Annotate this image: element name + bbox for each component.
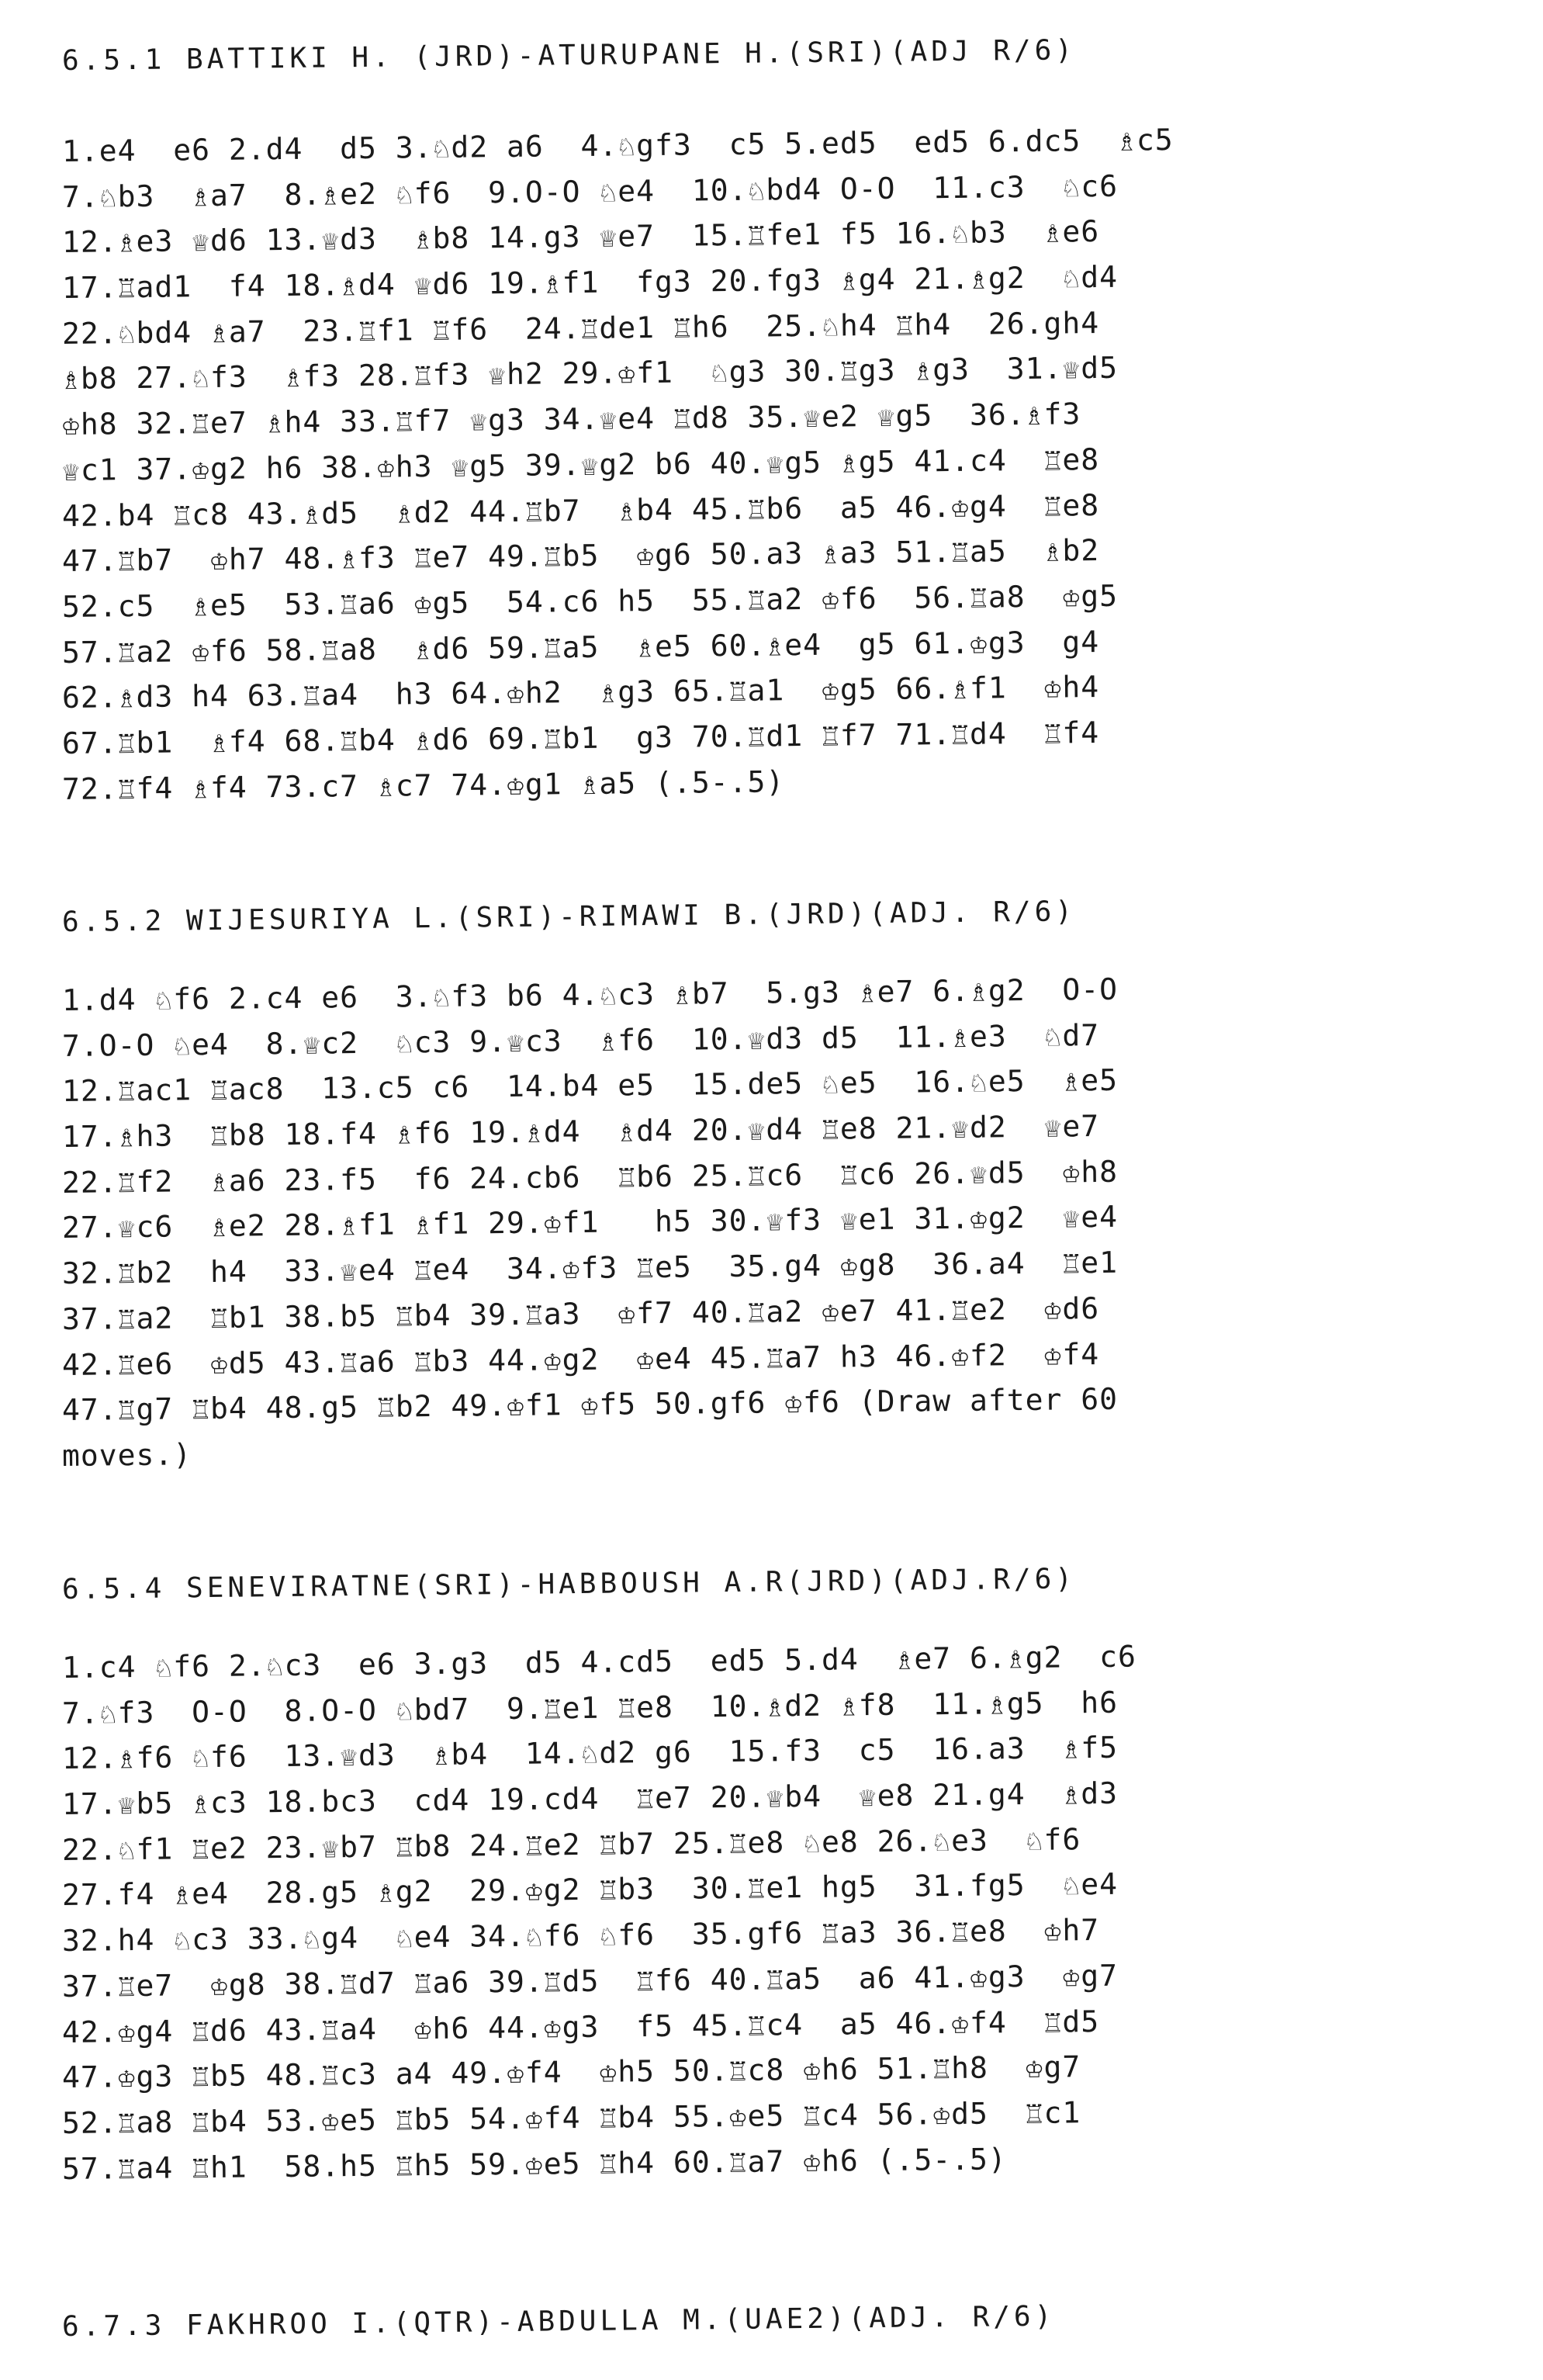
game-2-line: 22.♖f2 ♗a6 23.f5 f6 24.cb6 ♖b6 25.♖c6 ♖c6 26.♕d5 ♔h8 bbox=[61, 1154, 1119, 1200]
game-3-line: 37.♖e7 ♔g8 38.♖d7 ♖a6 39.♖d5 ♖f6 40.♖a5 a6 41.♔g3 ♔g7 bbox=[61, 1958, 1119, 2004]
game-3-moves bbox=[61, 1639, 1443, 2191]
game-3-line: 57.♖a4 ♖h1 58.h5 ♖h5 59.♔e5 ♖h4 60.♖a7 ♔h6 (.5-.5) bbox=[61, 2141, 1007, 2186]
game-1-line: 57.♖a2 ♔f6 58.♖a8 ♗d6 59.♖a5 ♗e5 60.♗e4 g5 61.♔g3 g4 bbox=[61, 624, 1100, 670]
game-2-line: 12.♖ac1 ♖ac8 13.c5 c6 14.b4 e5 15.de5 ♘e5 16.♘e5 ♗e5 bbox=[61, 1063, 1119, 1109]
game-2-moves bbox=[61, 972, 1443, 1479]
game-1-heading: 6.5.1 BATTIKI H. (JRD)-ATURUPANE H.(SRI)(ADJ R/6) bbox=[61, 34, 1077, 77]
game-3-line: 42.♔g4 ♖d6 43.♖a4 ♔h6 44.♔g3 f5 45.♖c4 a5 46.♔f4 ♖d5 bbox=[61, 2004, 1100, 2049]
game-3-line: 32.h4 ♘c3 33.♘g4 ♘e4 34.♘f6 ♘f6 35.gf6 ♖a3 36.♖e8 ♔h7 bbox=[61, 1913, 1100, 1959]
game-3-line: 22.♘f1 ♖e2 23.♕b7 ♖b8 24.♖e2 ♖b7 25.♖e8 ♘e8 26.♘e3 ♘f6 bbox=[61, 1821, 1081, 1867]
game-2-heading: 6.5.2 WIJESURIYA L.(SRI)-RIMAWI B.(JRD)(ADJ. R/6) bbox=[61, 896, 1077, 938]
game-3-line: 7.♘f3 O-O 8.O-O ♘bd7 9.♖e1 ♖e8 10.♗d2 ♗f8 11.♗g5 h6 bbox=[61, 1685, 1119, 1730]
game-2-line: 47.♖g7 ♖b4 48.g5 ♖b2 49.♔f1 ♔f5 50.gf6 ♔f6 (Draw after 60 bbox=[61, 1381, 1119, 1428]
game-1-line: 12.♗e3 ♕d6 13.♕d3 ♗b8 14.g3 ♕e7 15.♖fe1 f5 16.♘b3 ♗e6 bbox=[61, 214, 1100, 260]
game-2-line: 27.♕c6 ♗e2 28.♗f1 ♗f1 29.♔f1 h5 30.♕f3 ♕e1 31.♔g2 ♕e4 bbox=[61, 1200, 1119, 1245]
game-3-line: 52.♖a8 ♖b4 53.♔e5 ♖b5 54.♔f4 ♖b4 55.♔e5 ♖c4 56.♔d5 ♖c1 bbox=[61, 2095, 1081, 2140]
game-3-line: 12.♗f6 ♘f6 13.♕d3 ♗b4 14.♘d2 g6 15.f3 c5 16.a3 ♗f5 bbox=[61, 1730, 1119, 1776]
game-1-line: 62.♗d3 h4 63.♖a4 h3 64.♔h2 ♗g3 65.♖a1 ♔g5 66.♗f1 ♔h4 bbox=[61, 670, 1100, 715]
game-4-heading: 6.7.3 FAKHROO I.(QTR)-ABDULLA M.(UAE2)(ADJ. R/6) bbox=[61, 2300, 1056, 2343]
game-1-line: ♔h8 32.♖e7 ♗h4 33.♖f7 ♕g3 34.♕e4 ♖d8 35.♕e2 ♕g5 36.♗f3 bbox=[61, 397, 1081, 442]
game-1-line: 17.♖ad1 f4 18.♗d4 ♕d6 19.♗f1 fg3 20.fg3 ♗g4 21.♗g2 ♘d4 bbox=[61, 259, 1119, 306]
game-1-line: 22.♘bd4 ♗a7 23.♖f1 ♖f6 24.♖de1 ♖h6 25.♘h4 ♖h4 26.gh4 bbox=[61, 305, 1100, 351]
game-3-line: 1.c4 ♘f6 2.♘c3 e6 3.g3 d5 4.cd5 ed5 5.d4 ♗e7 6.♗g2 c6 bbox=[61, 1639, 1137, 1685]
game-2-line: 17.♗h3 ♖b8 18.f4 ♗f6 19.♗d4 ♗d4 20.♕d4 ♖e8 21.♕d2 ♕e7 bbox=[61, 1109, 1100, 1155]
game-1-line: 72.♖f4 ♗f4 73.c7 ♗c7 74.♔g1 ♗a5 (.5-.5) bbox=[61, 764, 785, 806]
game-2-line: moves.) bbox=[61, 1437, 192, 1473]
game-2-line: 37.♖a2 ♖b1 38.b5 ♖b4 39.♖a3 ♔f7 40.♖a2 ♔e7 41.♖e2 ♔d6 bbox=[61, 1290, 1100, 1336]
game-2-line: 32.♖b2 h4 33.♕e4 ♖e4 34.♔f3 ♖e5 35.g4 ♔g8 36.a4 ♖e1 bbox=[61, 1245, 1119, 1291]
game-3-heading: 6.5.4 SENEVIRATNE(SRI)-HABBOUSH A.R(JRD)(ADJ.R/6) bbox=[61, 1563, 1077, 1606]
game-1-line: ♗b8 27.♘f3 ♗f3 28.♖f3 ♕h2 29.♔f1 ♘g3 30.♖g3 ♗g3 31.♕d5 bbox=[61, 351, 1119, 397]
game-1-line: ♕c1 37.♔g2 h6 38.♔h3 ♕g5 39.♕g2 b6 40.♕g5 ♗g5 41.c4 ♖e8 bbox=[61, 442, 1100, 487]
game-3-line: 27.f4 ♗e4 28.g5 ♗g2 29.♔g2 ♖b3 30.♖e1 hg5 31.fg5 ♘e4 bbox=[61, 1867, 1119, 1913]
game-1-line: 7.♘b3 ♗a7 8.♗e2 ♘f6 9.O-O ♘e4 10.♘bd4 O-O 11.c3 ♘c6 bbox=[61, 168, 1119, 214]
game-1-line: 52.c5 ♗e5 53.♖a6 ♔g5 54.c6 h5 55.♖a2 ♔f6 56.♖a8 ♔g5 bbox=[61, 578, 1119, 624]
game-1-line: 1.e4 e6 2.d4 d5 3.♘d2 a6 4.♘gf3 c5 5.ed5 ed5 6.dc5 ♗c5 bbox=[61, 122, 1174, 168]
game-1-line: 42.b4 ♖c8 43.♗d5 ♗d2 44.♖b7 ♗b4 45.♖b6 a5 46.♔g4 ♖e8 bbox=[61, 487, 1100, 533]
game-2-line: 42.♖e6 ♔d5 43.♖a6 ♖b3 44.♔g2 ♔e4 45.♖a7 h3 46.♔f2 ♔f4 bbox=[61, 1336, 1100, 1382]
game-1-line: 47.♖b7 ♔h7 48.♗f3 ♖e7 49.♖b5 ♔g6 50.a3 ♗a3 51.♖a5 ♗b2 bbox=[61, 533, 1100, 579]
game-3-line: 47.♔g3 ♖b5 48.♖c3 a4 49.♔f4 ♔h5 50.♖c8 ♔h6 51.♖h8 ♔g7 bbox=[61, 2049, 1081, 2095]
game-2-line: 7.O-O ♘e4 8.♕c2 ♘c3 9.♕c3 ♗f6 10.♕d3 d5 11.♗e3 ♘d7 bbox=[61, 1017, 1100, 1063]
game-1-line: 67.♖b1 ♗f4 68.♖b4 ♗d6 69.♖b1 g3 70.♖d1 ♖f7 71.♖d4 ♖f4 bbox=[61, 715, 1100, 760]
game-1-moves bbox=[61, 122, 1443, 812]
game-3-line: 17.♕b5 ♗c3 18.bc3 cd4 19.cd4 ♖e7 20.♕b4 ♕e8 21.g4 ♗d3 bbox=[61, 1775, 1119, 1822]
game-2-line: 1.d4 ♘f6 2.c4 e6 3.♘f3 b6 4.♘c3 ♗b7 5.g3 ♗e7 6.♗g2 O-O bbox=[61, 972, 1119, 1017]
